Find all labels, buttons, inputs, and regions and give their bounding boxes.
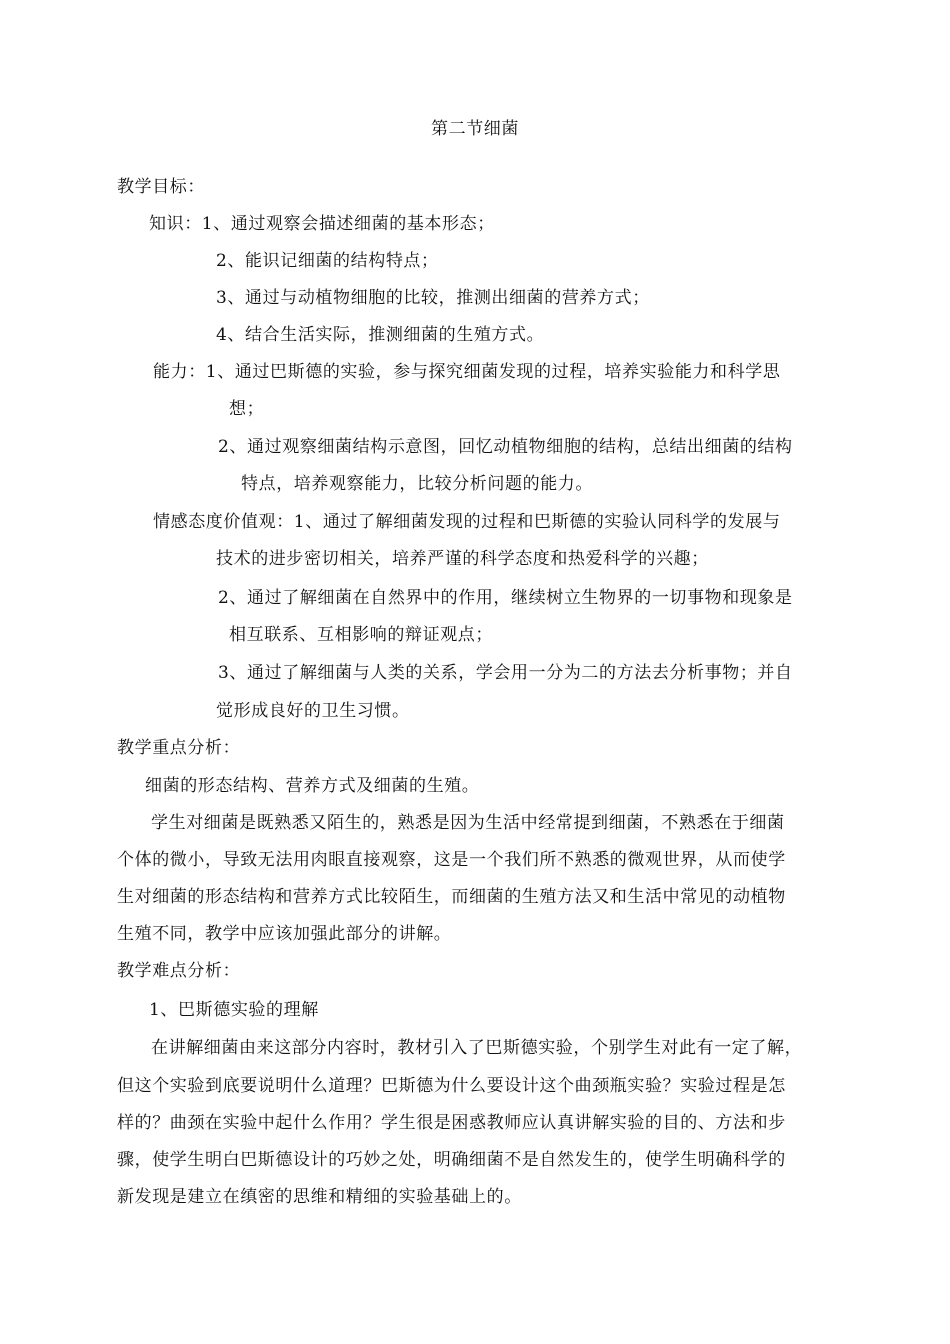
difficulties-paragraph-line-5: 新发现是建立在缜密的思维和精细的实验基础上的。	[117, 1187, 522, 1207]
knowledge-line-4: 4、结合生活实际，推测细菌的生殖方式。	[216, 325, 545, 345]
knowledge-line-1: 知识：1、通过观察会描述细菌的基本形态；	[149, 214, 495, 234]
attitude-line-6: 觉形成良好的卫生习惯。	[216, 701, 410, 721]
attitude-line-1: 情感态度价值观：1、通过了解细菌发现的过程和巴斯德的实验认同科学的发展与	[153, 512, 781, 532]
attitude-line-3: 2、通过了解细菌在自然界中的作用，继续树立生物界的一切事物和现象是	[218, 588, 793, 608]
knowledge-line-2: 2、能识记细菌的结构特点；	[216, 251, 439, 271]
page-title: 第二节细菌	[431, 119, 519, 139]
key-points-paragraph-line-3: 生对细菌的形态结构和营养方式比较陌生，而细菌的生殖方法又和生活中常见的动植物	[117, 887, 786, 907]
attitude-line-5: 3、通过了解细菌与人类的关系，学会用一分为二的方法去分析事物；并自	[218, 663, 793, 683]
key-points-paragraph-line-4: 生殖不同，教学中应该加强此部分的讲解。	[117, 924, 452, 944]
ability-line-4: 特点，培养观察能力，比较分析问题的能力。	[241, 474, 593, 494]
ability-line-1: 能力：1、通过巴斯德的实验，参与探究细菌发现的过程，培养实验能力和科学思	[153, 362, 781, 382]
ability-line-3: 2、通过观察细菌结构示意图，回忆动植物细胞的结构，总结出细菌的结构	[218, 437, 793, 457]
difficulties-paragraph-line-4: 骤，使学生明白巴斯德设计的巧妙之处，明确细菌不是自然发生的，使学生明确科学的	[117, 1150, 786, 1170]
difficulties-paragraph-line-3: 样的？曲颈在实验中起什么作用？学生很是困惑教师应认真讲解实验的目的、方法和步	[117, 1113, 786, 1133]
difficulties-paragraph-line-2: 但这个实验到底要说明什么道理？巴斯德为什么要设计这个曲颈瓶实验？实验过程是怎	[117, 1076, 786, 1096]
key-points-heading: 教学重点分析：	[117, 738, 241, 758]
difficulties-paragraph-line-1: 在讲解细菌由来这部分内容时，教材引入了巴斯德实验，个别学生对此有一定了解，	[151, 1038, 803, 1058]
key-points-paragraph-line-2: 个体的微小，导致无法用肉眼直接观察，这是一个我们所不熟悉的微观世界，从而使学	[117, 850, 786, 870]
ability-line-2: 想；	[229, 399, 265, 419]
attitude-line-4: 相互联系、互相影响的辩证观点；	[229, 625, 493, 645]
difficulties-heading: 教学难点分析：	[117, 961, 241, 981]
knowledge-line-3: 3、通过与动植物细胞的比较，推测出细菌的营养方式；	[216, 288, 650, 308]
key-points-paragraph-line-1: 学生对细菌是既熟悉又陌生的，熟悉是因为生活中经常提到细菌，不熟悉在于细菌	[151, 813, 785, 833]
objectives-heading: 教学目标：	[117, 177, 205, 197]
difficulties-item-title: 1、巴斯德实验的理解	[149, 1000, 319, 1020]
key-points-summary: 细菌的形态结构、营养方式及细菌的生殖。	[145, 776, 480, 796]
attitude-line-2: 技术的进步密切相关，培养严谨的科学态度和热爱科学的兴趣；	[216, 549, 709, 569]
